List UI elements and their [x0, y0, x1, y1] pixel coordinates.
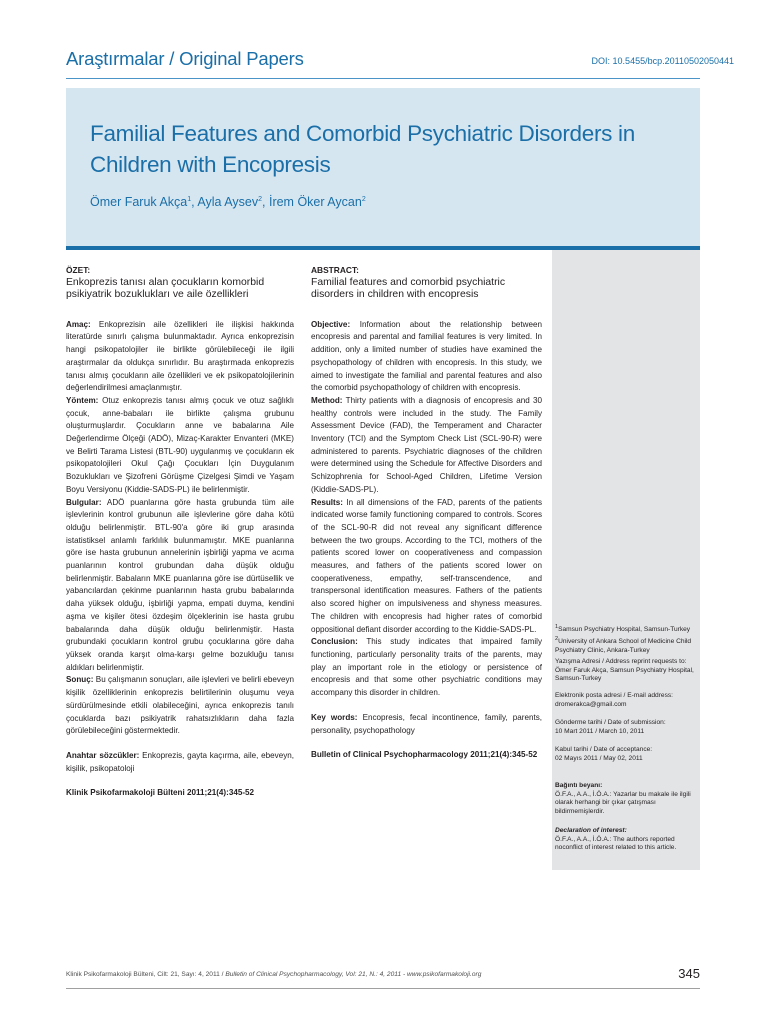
page-header: [0, 0, 768, 88]
affiliation-mark: 2: [555, 635, 559, 642]
abstract-results-text: In all dimensions of the FAD, parents of the patients indicated worse family functioning compared to controls. Scores of the SCL-90-R did not reveal any significant difference between the two groups. According to the TCI, mothers of the patients scored lower on cooperativeness and compassion measures, and fathers of the patients scored lower on cooperativeness, empathy, self-transcendence, and transpersonal identification measures. Fathers of the patients also scored higher on impulsiveness and shyness measures. The children with encopresis had higher rates of comorbid oppositional defiant disorder according to the Kiddie-SADS-PL.: [311, 497, 542, 634]
abstract-citation: Bulletin of Clinical Psychopharmacology 2011;21(4):345-52: [311, 750, 538, 760]
email-address[interactable]: dromerakca@gmail.com: [555, 700, 627, 708]
spacer: [66, 775, 294, 787]
author-affiliation-mark: 2: [258, 195, 263, 203]
author-name: İrem Öker Aycan: [268, 195, 362, 209]
ozet-sonuc-text: Bu çalışmanın sonuçları, aile işlevleri ve belirli ebeveyn kişilik özelliklerinin enkoprezis belirtilerinin oluşumu veya sürdürülmesinde etkili olabileceğini, ayrıca enkoprezis tanılı çocuklarda bazı psikiyatrik rahatsızlıkların daha fazla görülebileceğini göstermektedir.: [66, 675, 294, 736]
submission-date: [555, 719, 700, 736]
abstract-keywords-text: Encopresis, fecal incontinence, family, parents, personality, psychopathology: [311, 712, 542, 735]
abstract-column: [311, 264, 542, 762]
ozet-bulgular-text: ADÖ puanlarına göre hasta grubunda tüm aile işlevlerinin kontrol grubunun aile işlevlerine göre daha kötü olduğu belirlenmiştir. BTL-90'a göre iki grup arasında istatistiksel anlamlı farklılık bulunmamıştır. MKE puanlarına göre ise hasta grubunun annelerinin işbirliği yapma ve acıma puanlarının kontrol grubundan daha düşük olduğu belirlenmiştir. Babaların MKE puanlarına göre ise dürtüsellik ve yabancılardan çekinme puanlarının hasta grubu babalarında daha yüksek olduğu, işbirliği yapma, empati duyma, kendini aşma ve kişiler ötesi özdeşim ölçeklerinin ise hasta grubu babalarında daha düşük olduğu belirlenmiştir. Hasta grubundaki çocukların kontrol grubu çocuklarına göre daha yüksek oranda karşıt olma-karşı gelme bozukluğu tanısı aldıkları belirlenmiştir.: [66, 497, 294, 672]
conflict-tr: [555, 782, 700, 816]
ozet-column: [66, 264, 294, 800]
article-title: Familial Features and Comorbid Psychiatric Disorders in Children with Encopresis: [90, 121, 635, 177]
affiliations: [555, 623, 700, 655]
conflict-tr-label: Bağıntı beyanı:: [555, 782, 603, 789]
author-name: Ömer Faruk Akça: [90, 195, 188, 209]
submission-label: Gönderme tarihi / Date of submission:: [555, 719, 666, 726]
abstract-heading: ABSTRACT:: [311, 265, 359, 275]
email-block: [555, 692, 700, 709]
section-label: Araştırmalar / Original Papers: [66, 48, 304, 69]
author-list: [90, 195, 366, 209]
acceptance-date: [555, 746, 700, 763]
author-separator: ,: [191, 195, 198, 209]
author-affiliation-mark: 2: [361, 195, 366, 203]
abstract-method-text: Thirty patients with a diagnosis of encopresis and 30 healthy controls were included in the study. The Family Assessment Device (FAD), the Temperament and Character Inventory (TCI) and the Symptom Check List (SCL-90-R) were administered to parents. Psychiatric diagnoses of the children were determined using the Schedule for Affective Disorders and Schizophrenia for School-Aged Children, Lifetime Version (Kiddie-SADS-PL).: [311, 395, 543, 494]
sidebar-panel: [552, 250, 700, 870]
affiliation-text: University of Ankara School of Medicine Child Psychiatry Clinic, Ankara-Turkey: [555, 637, 692, 654]
page-number: 345: [678, 966, 700, 981]
ozet-subtitle: Enkoprezis tanısı alan çocukların komorbid psikiyatrik bozuklukları ve aile özellikleri: [66, 276, 265, 301]
ozet-amac-text: Enkoprezisin aile özellikleri ile ilişkisi hakkında literatürde sınırlı çalışma bulunmaktadır. Ayrıca enkoprezisin hangi psikopatolojiler ile birlikte görülebileceği ile ilgili araştırmalar da oldukça sınırlıdır. Bu araştırmada enkoprezis tanısı almış çocukların aile özellikleri ve ek psikopatolojilerinin değerlendirilmesi amaçlanmıştır.: [66, 319, 295, 393]
abstract-conclusion-label: Conclusion:: [311, 637, 358, 647]
conflict-en-label: Declaration of interest:: [555, 827, 627, 834]
abstract-objective-label: Objective:: [311, 319, 351, 329]
author-name: Ayla Aysev: [197, 195, 259, 209]
conflict-en: [555, 827, 700, 853]
affiliation-text: Samsun Psychiatry Hospital, Samsun-Turkey: [558, 626, 691, 634]
ozet-bulgular: [66, 497, 294, 675]
affiliation-2: [555, 635, 700, 655]
email-label: Elektronik posta adresi / E-mail address:: [555, 692, 674, 699]
affiliation-1: [555, 623, 700, 635]
abstract-keywords-label: Key words:: [311, 712, 358, 722]
ozet-yontem-text: Otuz enkoprezis tanısı almış çocuk ve otuz sağlıklı çocuk, anne-babaları ile birlikte çalışma grubunu oluşturmuşlardır. Çocukların anne ve babalarına Aile Değerlendirme Ölçeği (ADÖ), Mizaç-Karakter Envanteri (MKE) ve Belirti Tarama Listesi (BTL-90) uygulanmış ve çocukların ek psikopatolojileri Okul Çağı Çocukları İçin Duygulanım Bozuklukları ve Şizofreni Görüşme Çizelgesi Şimdi ve Yaşam Boyu Versiyonu (Kiddie-SADS-PL) ile belirlenmiştir.: [66, 395, 294, 494]
author-affiliation-mark: 1: [187, 195, 192, 203]
conflict-tr-text: Ö.F.A., A.A., İ.Ö.A.: Yazarlar bu makale ile ilgili olarak herhangi bir çıkar çatışması bildirmemişlerdir.: [555, 790, 691, 815]
ozet-bulgular-label: Bulgular:: [66, 497, 102, 507]
affiliation-mark: 1: [555, 624, 559, 630]
acceptance-label: Kabul tarihi / Date of acceptance:: [555, 746, 653, 753]
doi-link[interactable]: DOI: 10.5455/bcp.20110502050441: [591, 56, 734, 66]
acceptance-value: 02 Mayıs 2011 / May 02, 2011: [555, 754, 643, 762]
spacer: [66, 738, 294, 750]
ozet-keywords-label: Anahtar sözcükler:: [66, 750, 140, 760]
submission-value: 10 Mart 2011 / March 10, 2011: [555, 727, 645, 735]
abstract-method: [311, 395, 542, 497]
ozet-sonuc: [66, 674, 294, 738]
conflict-en-text: Ö.F.A., A.A., İ.Ö.A.: The authors reported noconflict of interest related to this article.: [555, 835, 677, 852]
abstract-objective-text: Information about the relationship between encopresis and parental and familial features is very limited. In addition, only a limited number of studies have examined the psychopathology of children with encopresis. In this study, we aimed to investigate the familial and parental features and also the comorbid psychopathology of children with encopresis.: [311, 319, 543, 393]
abstract-method-label: Method:: [311, 395, 343, 405]
footer-en: Bulletin of Clinical Psychopharmacology, Vol: 21, N.: 4, 2011 - www.psikofarmakoloji.org: [225, 971, 482, 978]
ozet-sonuc-label: Sonuç:: [66, 675, 94, 685]
footer-rule: [66, 988, 700, 989]
title-box: [66, 88, 700, 246]
ozet-heading: ÖZET:: [66, 265, 91, 275]
header-rule: [66, 78, 700, 79]
ozet-yontem-label: Yöntem:: [66, 395, 99, 405]
abstract-conclusion: [311, 636, 542, 700]
author-separator: ,: [262, 195, 269, 209]
abstract-keywords: [311, 712, 542, 737]
spacer: [311, 737, 542, 749]
ozet-amac-label: Amaç:: [66, 319, 91, 329]
ozet-amac: [66, 319, 294, 395]
ozet-citation: Klinik Psikofarmakoloji Bülteni 2011;21(4):345-52: [66, 788, 255, 798]
abstract-results-label: Results:: [311, 497, 343, 507]
footer-tr: Klinik Psikofarmakoloji Bülteni, Cilt: 21, Sayı: 4, 2011 /: [66, 971, 226, 978]
ozet-yontem: [66, 395, 294, 497]
abstract-conclusion-text: This study indicates that impaired family functioning, particularly personality traits of the parents, may play an important role in the etiology or persistence of encopresis and that some other psychiatric conditions may accompany this disorder in children.: [311, 637, 542, 698]
ozet-keywords-text: Enkoprezis, gayta kaçırma, aile, ebeveyn, kişilik, psikopatoloji: [66, 750, 294, 773]
ozet-keywords: [66, 750, 294, 775]
footer-journal-info: [66, 971, 481, 978]
abstract-subtitle: Familial features and comorbid psychiatric disorders in children with encopresis: [311, 276, 506, 301]
spacer: [311, 700, 542, 712]
abstract-results: [311, 497, 542, 637]
abstract-objective: [311, 319, 542, 395]
reprint-address: Yazışma Adresi / Address reprint requests to: Ömer Faruk Akça, Samsun Psychiatry Hospital, Samsun-Turkey: [555, 658, 694, 683]
